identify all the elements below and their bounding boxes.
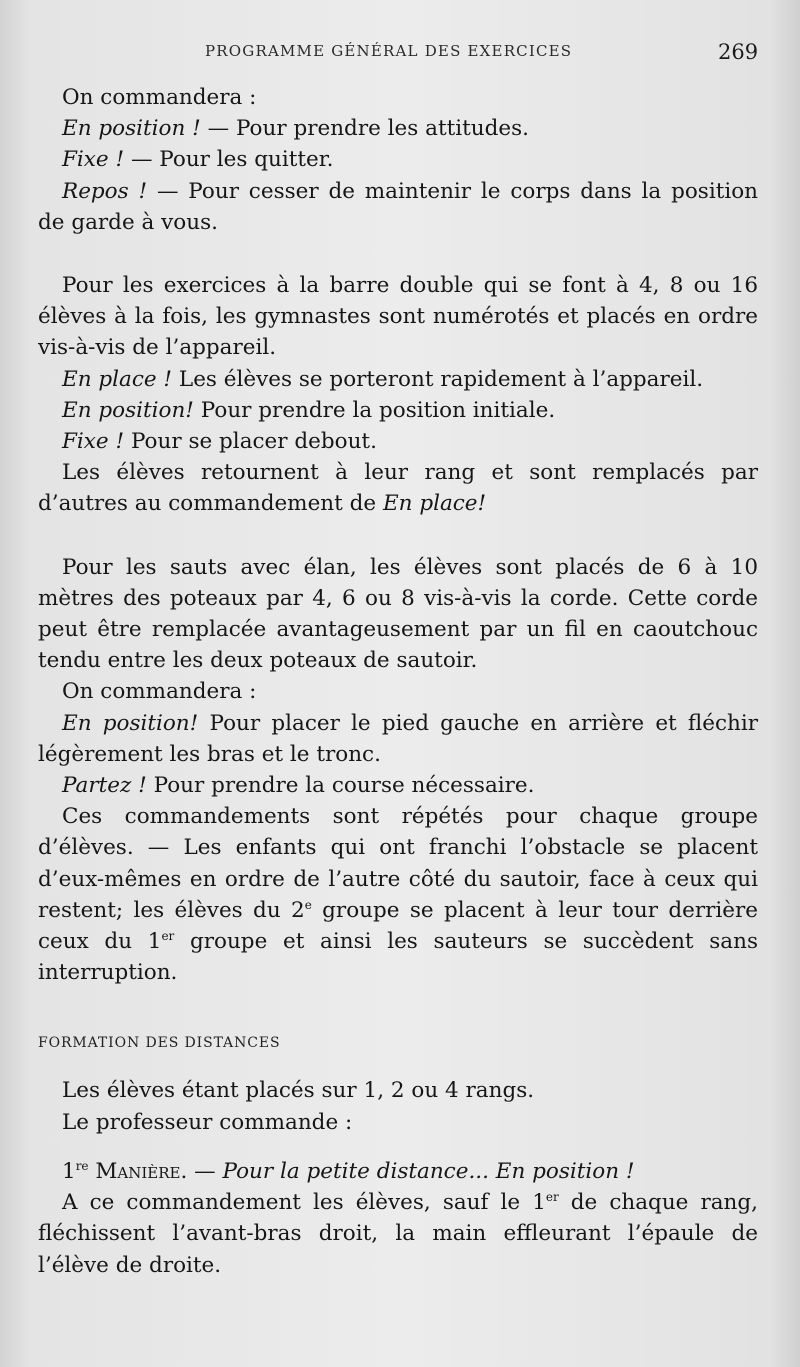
command-text: Fixe ! — [62, 429, 125, 455]
ordinal-superscript: er — [545, 1190, 559, 1205]
paragraph-text: Pour prendre la position initiale. — [193, 397, 556, 423]
spacer — [38, 238, 758, 270]
ordinal-superscript: er — [161, 929, 175, 944]
paragraph — [38, 1156, 758, 1187]
paragraph-text: groupe et ainsi les sauteurs se succèdent sans interruption. — [38, 929, 759, 986]
ordinal-superscript: re — [75, 1158, 89, 1173]
paragraph — [38, 395, 758, 426]
section-heading: FORMATION DES DISTANCES — [38, 1035, 281, 1052]
paragraph-text: Pour les exercices à la barre double qui se font à 4, 8 ou 16 élèves à la fois, les gymnastes sont numérotés et placés en ordre vis-à-vis de l’appareil. — [38, 273, 758, 361]
paragraph — [38, 113, 758, 144]
paragraph — [38, 770, 758, 801]
command-text: En position ! — [62, 116, 201, 142]
paragraph-text: Les élèves retournent à leur rang et sont remplacés par d’autres au commandement de — [38, 460, 758, 517]
paragraph — [38, 144, 758, 175]
paragraph — [38, 1107, 758, 1138]
paragraph-text: — Pour prendre les attitudes. — [200, 116, 529, 142]
paragraph — [38, 676, 758, 707]
paragraph-text: Les élèves se porteront rapidement à l’appareil. — [172, 366, 704, 392]
command-text: En position! — [62, 397, 194, 423]
paragraph-text: Ces commandements sont répétés pour chaque groupe d’élèves. — Les enfants qui ont franchi l’obstacle se placent d’eux-mêmes en ordre de l’autre côté du sautoir, face à ceux qui restent; les élèves du 2 — [38, 804, 758, 923]
paragraph — [38, 82, 758, 113]
paragraph-text: — Pour cesser de maintenir le corps dans la position de garde à vous. — [38, 178, 758, 235]
command-text: En position! — [62, 710, 199, 736]
paragraph-text: Pour placer le pied gauche en arrière et fléchir légèrement les bras et le tronc. — [38, 710, 758, 767]
running-title: PROGRAMME GÉNÉRAL DES EXERCICES — [205, 42, 573, 60]
paragraph-text: Les élèves étant placés sur 1, 2 ou 4 rangs. — [62, 1078, 535, 1104]
paragraph — [38, 1075, 758, 1106]
command-text: Partez ! — [62, 773, 147, 799]
paragraph-text: — Pour les quitter. — [124, 147, 334, 173]
paragraph — [38, 552, 758, 677]
paragraph-text: A ce commandement les élèves, sauf le 1 — [62, 1190, 546, 1216]
paragraph-text: On commandera : — [62, 679, 257, 705]
spacer — [38, 1059, 758, 1075]
spacer — [38, 988, 758, 1028]
paragraph-text: groupe se placent à leur tour derrière ceux du 1 — [38, 897, 758, 955]
paragraph — [38, 426, 758, 457]
paragraph — [38, 270, 758, 364]
paragraph — [38, 364, 758, 395]
dash-text: — — [187, 1158, 223, 1184]
command-text: En place ! — [62, 366, 173, 392]
command-text: Fixe ! — [62, 147, 125, 173]
command-text: Repos ! — [62, 178, 148, 204]
spacer — [38, 520, 758, 552]
paragraph — [38, 457, 758, 519]
paragraph — [38, 801, 758, 988]
page-header — [0, 36, 800, 72]
body-text — [38, 82, 758, 1281]
paragraph — [38, 708, 758, 770]
paragraph-text: Le professeur commande : — [62, 1109, 353, 1135]
maniere-number: 1 — [62, 1158, 76, 1184]
paragraph-text: On commandera : — [62, 85, 257, 110]
spacer — [38, 1138, 758, 1156]
command-text: En place! — [382, 491, 487, 517]
paragraph — [38, 176, 758, 238]
command-text: Pour la petite distance... En position ! — [222, 1158, 635, 1184]
paragraph-text: Pour se placer debout. — [124, 429, 377, 455]
paragraph — [38, 1187, 758, 1281]
maniere-label: Manière. — [88, 1158, 188, 1184]
paragraph-text: de chaque rang, fléchissent l’avant-bras droit, la main effleurant l’épaule de l’élève de droite. — [38, 1190, 758, 1278]
paragraph-text: Pour les sauts avec élan, les élèves sont placés de 6 à 10 mètres des poteaux par 4, 6 ou 8 vis-à-vis la corde. Cette corde peut être remplacée avantageusement par un fil en caoutchouc tendu entre les deux poteaux de sautoir. — [38, 554, 758, 674]
ordinal-superscript: e — [304, 897, 312, 912]
paragraph-text: Pour prendre la course nécessaire. — [146, 773, 535, 799]
page-number: 269 — [718, 40, 759, 64]
